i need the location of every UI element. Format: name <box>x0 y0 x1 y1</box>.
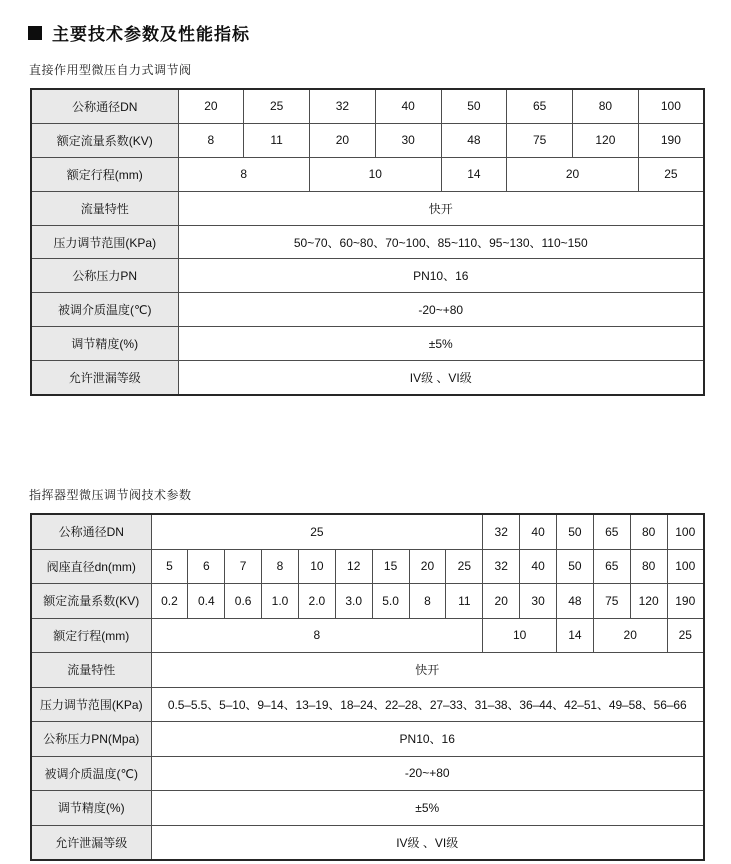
page-title-text: 主要技术参数及性能指标 <box>52 25 250 44</box>
value-cell: 20 <box>483 584 520 619</box>
table1-caption: 直接作用型微压自力式调节阀 <box>29 63 192 77</box>
table2-caption: 指挥器型微压调节阀技术参数 <box>29 488 192 503</box>
value-cell: 3.0 <box>335 584 372 619</box>
value-cell: 25 <box>667 618 704 653</box>
value-cell: 80 <box>630 549 667 584</box>
table-row <box>31 89 704 123</box>
value-cell: 20 <box>593 618 667 653</box>
row-label: 调节精度(%) <box>31 327 178 361</box>
value-cell: -20~+80 <box>151 756 704 791</box>
value-cell: 30 <box>520 584 557 619</box>
row-label: 调节精度(%) <box>31 791 151 826</box>
row-label: 额定行程(mm) <box>31 618 151 653</box>
value-cell: 14 <box>557 618 594 653</box>
table-row <box>31 825 704 860</box>
value-cell: 0.2 <box>151 584 188 619</box>
table-row <box>31 514 704 549</box>
value-cell: 8 <box>178 123 244 157</box>
row-label: 公称压力PN <box>31 259 178 293</box>
row-label: 压力调节范围(KPa) <box>31 687 151 722</box>
table-row <box>31 361 704 395</box>
row-label: 额定行程(mm) <box>31 157 178 191</box>
value-cell: 25 <box>244 89 310 123</box>
value-cell: 12 <box>335 549 372 584</box>
table-row <box>31 327 704 361</box>
value-cell: 100 <box>667 514 704 549</box>
table-row <box>31 618 704 653</box>
row-label: 允许泄漏等级 <box>31 361 178 395</box>
table-row <box>31 791 704 826</box>
row-label: 公称通径DN <box>31 89 178 123</box>
row-label: 允许泄漏等级 <box>31 825 151 860</box>
value-cell: 快开 <box>178 191 704 225</box>
row-label: 流量特性 <box>31 191 178 225</box>
value-cell: 11 <box>446 584 483 619</box>
value-cell: 32 <box>483 549 520 584</box>
value-cell: 快开 <box>151 653 704 688</box>
value-cell: 100 <box>667 549 704 584</box>
value-cell: PN10、16 <box>178 259 704 293</box>
value-cell: 65 <box>593 549 630 584</box>
table-row <box>31 549 704 584</box>
value-cell: 6 <box>188 549 225 584</box>
value-cell: 50 <box>557 514 594 549</box>
value-cell: 10 <box>310 157 442 191</box>
table-row <box>31 722 704 757</box>
value-cell: 40 <box>375 89 441 123</box>
value-cell: 10 <box>483 618 557 653</box>
value-cell: 0.4 <box>188 584 225 619</box>
value-cell: 0.6 <box>225 584 262 619</box>
value-cell: 32 <box>483 514 520 549</box>
value-cell: 10 <box>298 549 335 584</box>
value-cell: 75 <box>507 123 573 157</box>
page-title <box>28 20 731 45</box>
value-cell: 20 <box>409 549 446 584</box>
value-cell: 2.0 <box>298 584 335 619</box>
value-cell: 50 <box>557 549 594 584</box>
table-row <box>31 653 704 688</box>
value-cell: 48 <box>441 123 507 157</box>
value-cell: 20 <box>178 89 244 123</box>
value-cell: 0.5–5.5、5–10、9–14、13–19、18–24、22–28、27–33、31–38、36–44、42–51、49–58、56–66 <box>151 687 704 722</box>
table-row <box>31 687 704 722</box>
table-pilot-operated-valve-params <box>30 513 705 861</box>
value-cell: 48 <box>557 584 594 619</box>
value-cell: 50 <box>441 89 507 123</box>
table-row <box>31 584 704 619</box>
value-cell: IV级 、VI级 <box>178 361 704 395</box>
row-label: 阀座直径dn(mm) <box>31 549 151 584</box>
value-cell: 25 <box>446 549 483 584</box>
table-row <box>31 123 704 157</box>
value-cell: 75 <box>593 584 630 619</box>
value-cell: 25 <box>151 514 483 549</box>
value-cell: PN10、16 <box>151 722 704 757</box>
value-cell: 32 <box>310 89 376 123</box>
table-row <box>31 293 704 327</box>
row-label: 被调介质温度(℃) <box>31 293 178 327</box>
value-cell: 190 <box>638 123 704 157</box>
table-row <box>31 756 704 791</box>
value-cell: 7 <box>225 549 262 584</box>
row-label: 流量特性 <box>31 653 151 688</box>
table-direct-acting-valve-params <box>30 88 705 396</box>
value-cell: 120 <box>573 123 639 157</box>
value-cell: 30 <box>375 123 441 157</box>
value-cell: 40 <box>520 549 557 584</box>
value-cell: 100 <box>638 89 704 123</box>
value-cell: 20 <box>310 123 376 157</box>
value-cell: 120 <box>630 584 667 619</box>
value-cell: 15 <box>372 549 409 584</box>
value-cell: 14 <box>441 157 507 191</box>
row-label: 额定流量系数(KV) <box>31 123 178 157</box>
value-cell: 80 <box>573 89 639 123</box>
table-row <box>31 259 704 293</box>
value-cell: 25 <box>638 157 704 191</box>
value-cell: ±5% <box>178 327 704 361</box>
row-label: 额定流量系数(KV) <box>31 584 151 619</box>
value-cell: 20 <box>507 157 639 191</box>
value-cell: 8 <box>178 157 310 191</box>
value-cell: 65 <box>507 89 573 123</box>
value-cell: 8 <box>262 549 299 584</box>
value-cell: 80 <box>630 514 667 549</box>
value-cell: 5 <box>151 549 188 584</box>
row-label: 压力调节范围(KPa) <box>31 225 178 259</box>
value-cell: 8 <box>409 584 446 619</box>
value-cell: 40 <box>520 514 557 549</box>
value-cell: 1.0 <box>262 584 299 619</box>
row-label: 公称压力PN(Mpa) <box>31 722 151 757</box>
value-cell: ±5% <box>151 791 704 826</box>
value-cell: -20~+80 <box>178 293 704 327</box>
black-square-icon <box>28 26 42 40</box>
value-cell: 190 <box>667 584 704 619</box>
row-label: 公称通径DN <box>31 514 151 549</box>
value-cell: 5.0 <box>372 584 409 619</box>
table-row <box>31 157 704 191</box>
value-cell: IV级 、VI级 <box>151 825 704 860</box>
value-cell: 50~70、60~80、70~100、85~110、95~130、110~150 <box>178 225 704 259</box>
row-label: 被调介质温度(℃) <box>31 756 151 791</box>
value-cell: 11 <box>244 123 310 157</box>
value-cell: 65 <box>593 514 630 549</box>
value-cell: 8 <box>151 618 483 653</box>
table-row <box>31 191 704 225</box>
table-row <box>31 225 704 259</box>
